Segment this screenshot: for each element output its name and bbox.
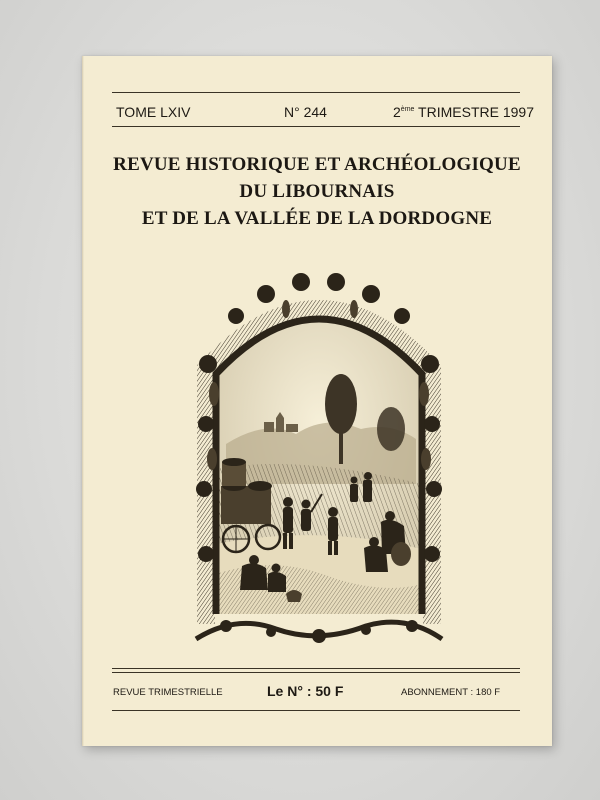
- magazine-cover: [82, 56, 552, 746]
- title-line-3: ET DE LA VALLÉE DE LA DORDOGNE: [141, 208, 493, 229]
- top-rule: [112, 92, 520, 93]
- vineyard-harvest-engraving-icon: [176, 254, 462, 646]
- price-footer: [82, 683, 552, 705]
- issue-number: N° 244: [284, 104, 327, 120]
- journal-title: [82, 151, 552, 232]
- header-rule: [112, 126, 520, 127]
- periodicity-label: REVUE TRIMESTRIELLE: [113, 687, 223, 698]
- bottom-rule: [112, 710, 520, 711]
- issue-header: [116, 104, 534, 124]
- quarter-suffix: ème: [400, 106, 415, 113]
- quarter-year: TRIMESTRE 1997: [414, 104, 534, 120]
- title-line-1: REVUE HISTORIQUE ET ARCHÉOLOGIQUE: [113, 154, 521, 175]
- subscription-price: ABONNEMENT : 180 F: [401, 687, 501, 698]
- quarter-number: 2: [393, 104, 401, 120]
- issue-price: Le N° : 50 F: [267, 683, 344, 699]
- quarter-label: [393, 104, 534, 120]
- title-line-2: DU LIBOURNAIS: [239, 181, 395, 202]
- tome-label: TOME LXIV: [116, 104, 191, 120]
- footer-rule-1: [112, 668, 520, 669]
- footer-rule-2: [112, 672, 520, 673]
